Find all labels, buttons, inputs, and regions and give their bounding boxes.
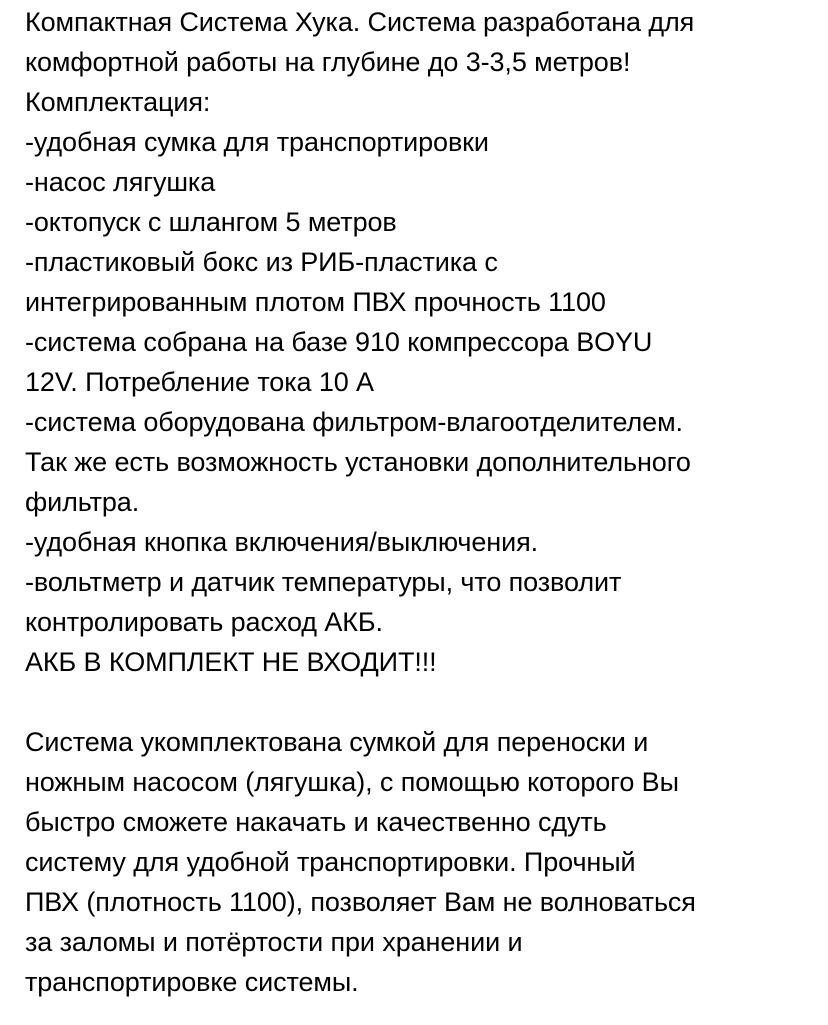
text-line: АКБ В КОМПЛЕКТ НЕ ВХОДИТ!!! [25, 647, 437, 677]
text-line: контролировать расход АКБ. [25, 607, 383, 637]
text-line: систему для удобной транспортировки. Прочный [25, 847, 636, 877]
text-line: быстро сможете накачать и качественно сдуть [25, 807, 607, 837]
text-line: -система собрана на базе 910 компрессора BOYU [25, 327, 653, 357]
text-line: интегрированным плотом ПВХ прочность 1100 [25, 287, 606, 317]
text-line: -пластиковый бокс из РИБ-пластика с [25, 247, 498, 277]
text-line: -удобная кнопка включения/выключения. [25, 527, 539, 557]
text-line: фильтра. [25, 487, 140, 517]
text-line: ножным насосом (лягушка), с помощью которого Вы [25, 767, 679, 797]
text-line: Система укомплектована сумкой для переноски и [25, 727, 649, 757]
text-line: за заломы и потёртости при хранении и [25, 927, 523, 957]
text-line: 12V. Потребление тока 10 А [25, 367, 374, 397]
text-line: -удобная сумка для транспортировки [25, 127, 489, 157]
text-line: -вольтметр и датчик температуры, что позволит [25, 567, 622, 597]
text-line: ПВХ (плотность 1100), позволяет Вам не волноваться [25, 887, 696, 917]
text-line: транспортировке системы. [25, 967, 359, 997]
text-line: Компактная Система Хука. Система разработана для [25, 7, 695, 37]
text-line: Комплектация: [25, 87, 211, 117]
text-line: -система оборудована фильтром-влагоотделителем. [25, 407, 683, 437]
paragraph-break [25, 682, 825, 722]
text-line: -насос лягушка [25, 167, 216, 197]
text-line: Так же есть возможность установки дополнительного [25, 447, 691, 477]
text-line: комфортной работы на глубине до 3-3,5 метров! [25, 47, 631, 77]
message-text [25, 0, 825, 1002]
text-line: -октопуск с шлангом 5 метров [25, 207, 397, 237]
